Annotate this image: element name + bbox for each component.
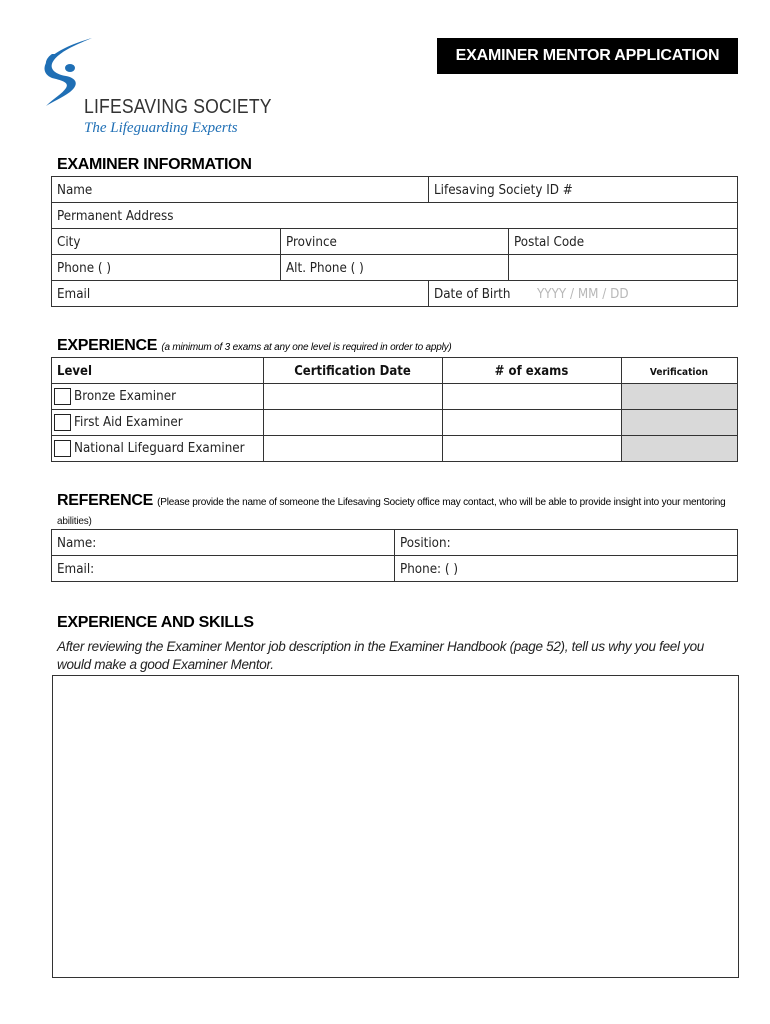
reference-name-field[interactable]: Name: — [57, 536, 97, 551]
city-field[interactable]: City — [57, 235, 81, 250]
bronze-examiner-checkbox[interactable] — [54, 388, 71, 405]
level-first-aid-examiner: First Aid Examiner — [74, 415, 183, 430]
col-certification-date: Certification Date — [294, 364, 411, 379]
skills-instructions: After reviewing the Examiner Mentor job description in the Examiner Handbook (page 52), tell us why you feel you would make a good Examiner Mentor. — [57, 639, 705, 672]
col-level: Level — [57, 364, 92, 379]
phone-field[interactable]: Phone ( ) — [57, 261, 111, 276]
dob-input[interactable]: YYYY / MM / DD — [537, 287, 629, 302]
logo-tagline: The Lifeguarding Experts — [84, 120, 238, 136]
reference-position-field[interactable]: Position: — [400, 536, 451, 551]
verification-shaded — [621, 384, 737, 461]
province-field[interactable]: Province — [286, 235, 337, 250]
reference-phone-field[interactable]: Phone: ( ) — [400, 562, 459, 577]
national-lifeguard-examiner-checkbox[interactable] — [54, 440, 71, 457]
experience-note: (a minimum of 3 exams at any one level is required in order to apply) — [161, 342, 452, 353]
skills-response-box[interactable] — [52, 675, 739, 978]
col-num-exams: # of exams — [494, 364, 569, 379]
postal-code-field[interactable]: Postal Code — [514, 235, 585, 250]
name-field[interactable]: Name — [57, 183, 93, 198]
reference-note-cont: abilities) — [57, 516, 92, 527]
form-title: EXAMINER MENTOR APPLICATION — [437, 38, 738, 74]
address-field[interactable]: Permanent Address — [57, 209, 174, 224]
alt-phone-field[interactable]: Alt. Phone ( ) — [286, 261, 364, 276]
society-id-field[interactable]: Lifesaving Society ID # — [434, 183, 573, 198]
email-field[interactable]: Email — [57, 287, 91, 302]
level-national-lifeguard-examiner: National Lifeguard Examiner — [74, 441, 245, 456]
lifesaving-society-logo — [40, 36, 272, 146]
first-aid-examiner-checkbox[interactable] — [54, 414, 71, 431]
examiner-info-heading: EXAMINER INFORMATION — [57, 156, 252, 173]
level-bronze-examiner: Bronze Examiner — [74, 389, 176, 404]
reference-heading: REFERENCE (Please provide the name of someone the Lifesaving Society office may contact, who will be able to provide insight into your mentoring — [57, 492, 726, 509]
logo-name: LIFESAVING SOCIETY — [84, 96, 272, 118]
experience-heading: EXPERIENCE (a minimum of 3 exams at any one level is required in order to apply) — [57, 337, 452, 354]
reference-email-field[interactable]: Email: — [57, 562, 95, 577]
skills-heading: EXPERIENCE AND SKILLS — [57, 614, 254, 631]
reference-note: (Please provide the name of someone the Lifesaving Society office may contact, who will be able to provide insight into your mentoring — [157, 497, 726, 508]
dob-label: Date of Birth — [434, 287, 511, 302]
col-verification: Verification — [649, 367, 709, 378]
examiner-info-table — [51, 176, 738, 307]
